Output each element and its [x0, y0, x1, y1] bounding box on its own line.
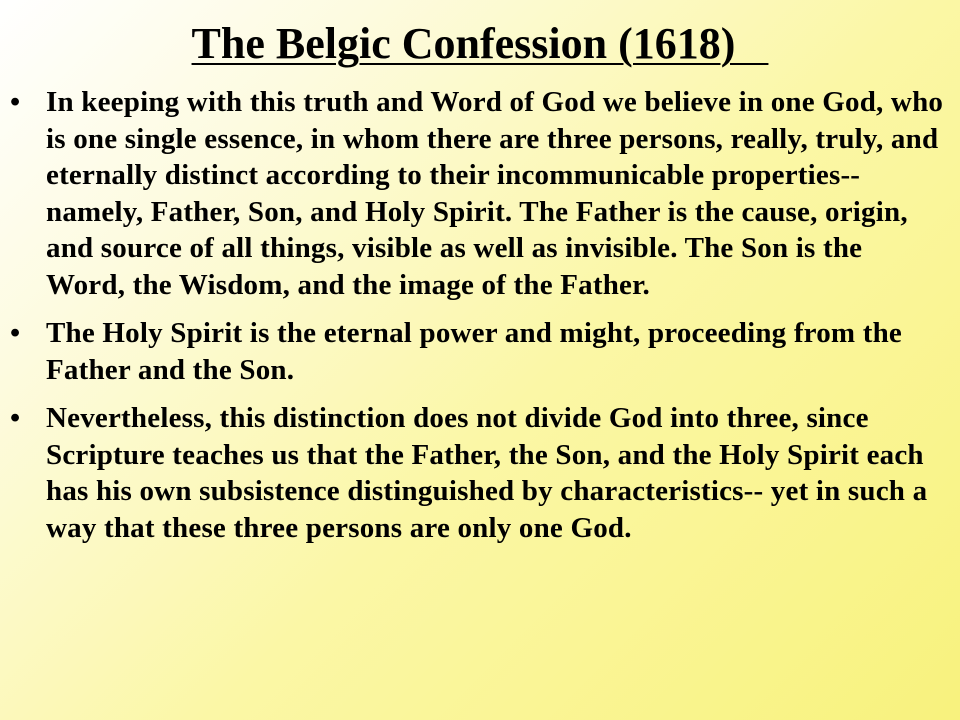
bullet-text: Nevertheless, this distinction does not divide God into three, since Scripture teaches us that the Father, the Son, and the Holy Spirit each has his own subsistence distinguished by characteristics-- yet in such a way that these three persons are only one God. [46, 402, 928, 544]
bullet-text: The Holy Spirit is the eternal power and might, proceeding from the Father and the Son. [46, 317, 902, 386]
bullet-marker: • [10, 317, 21, 349]
bullet-item [0, 315, 960, 388]
bullet-item [0, 84, 960, 303]
bullet-marker: • [10, 86, 21, 118]
slide-title [0, 18, 960, 70]
bullet-text: In keeping with this truth and Word of God we believe in one God, who is one single essence, in whom there are three persons, really, truly, and eternally distinct according to their incommunicable properties-- namely, Father, Son, and Holy Spirit. The Father is the cause, origin, and source of all things, visible as well as invisible. The Son is the Word, the Wisdom, and the image of the Father. [46, 86, 944, 301]
bullet-item [0, 400, 960, 546]
bullet-marker: • [10, 402, 21, 434]
slide-title-text: The Belgic Confession (1618) [191, 19, 769, 68]
bullet-list [0, 84, 960, 558]
